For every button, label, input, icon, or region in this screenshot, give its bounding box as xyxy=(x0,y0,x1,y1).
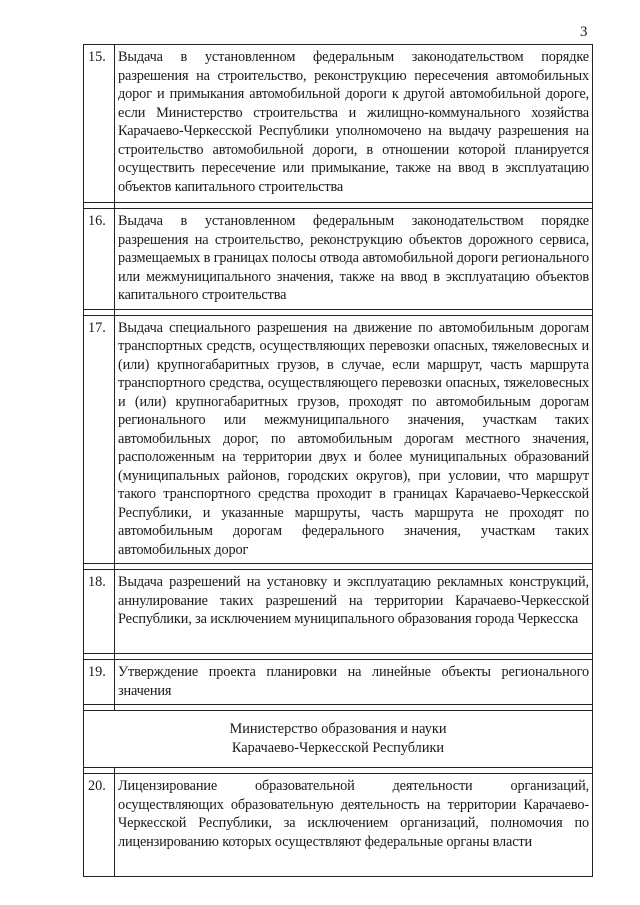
table-row xyxy=(84,774,593,877)
row-text: Утверждение проекта планировки на линейные объекты регионального значения xyxy=(115,660,593,705)
section-header-row xyxy=(84,711,593,768)
row-text: Выдача разрешений на установку и эксплуатацию рекламных конструкций, аннулирование таких разрешений на территории Карачаево-Черкесской Республики, за исключением муниципального образования города Черкесска xyxy=(115,570,593,654)
row-number: 15. xyxy=(84,45,115,203)
row-text: Выдача специального разрешения на движение по автомобильным дорогам транспортных средств, осуществляющих перевозки опасных, тяжеловесных и (или) крупногабаритных грузов, в случае, если маршрут, часть маршрута транспортного средства, осуществляющего перевозки опасных, тяжеловесных и (или) крупногабаритных грузов, проходят по автомобильным дорогам регионального или межмуниципального значения, участкам таких автомобильных дорог, по автомобильным дорогам местного значения, расположенным на территории двух и более муниципальных образований (муниципальных районов, городских округов), при условии, что маршрут такого транспортного средства проходит в границах Карачаево-Черкесской Республики, и указанные маршруты, часть маршрута не проходят по автомобильным дорогам федерального значения, участкам таких автомобильных дорог xyxy=(115,315,593,564)
row-number: 17. xyxy=(84,315,115,564)
table-row xyxy=(84,315,593,564)
table-row xyxy=(84,660,593,705)
table-row xyxy=(84,45,593,203)
table-row xyxy=(84,570,593,654)
row-number: 18. xyxy=(84,570,115,654)
row-text: Лицензирование образовательной деятельности организаций, осуществляющих образовательную деятельность на территории Карачаево-Черкесской Республики, за исключением организаций, полномочия по лицензированию которых осуществляют федеральные органы власти xyxy=(115,774,593,877)
row-text: Выдача в установленном федеральным законодательством порядке разрешения на строительство, реконструкцию объектов дорожного сервиса, размещаемых в границах полосы отвода автомобильной дороги регионального или межмуниципального значения, также на ввод в эксплуатацию объектов капитального строительства xyxy=(115,209,593,310)
row-number: 16. xyxy=(84,209,115,310)
section-header-line1: Министерство образования и науки xyxy=(229,721,447,737)
row-number: 20. xyxy=(84,774,115,877)
section-header xyxy=(84,711,593,768)
page-number: 3 xyxy=(580,24,588,40)
section-header-line2: Карачаево-Черкесской Республики xyxy=(231,739,445,756)
row-number: 19. xyxy=(84,660,115,705)
powers-table xyxy=(83,44,593,877)
row-text: Выдача в установленном федеральным законодательством порядке разрешения на строительство, реконструкцию пересечения автомобильных дорог и примыкания автомобильной дороги к другой автомобильной дороге, если Министерство строительства и жилищно-коммунального хозяйства Карачаево-Черкесской Республики уполномочено на выдачу разрешения на строительство автомобильной дороги, в отношении которой планируется осуществить пересечение или примыкание, также на ввод в эксплуатацию объектов капитального строительства xyxy=(115,45,593,203)
table-row xyxy=(84,209,593,310)
